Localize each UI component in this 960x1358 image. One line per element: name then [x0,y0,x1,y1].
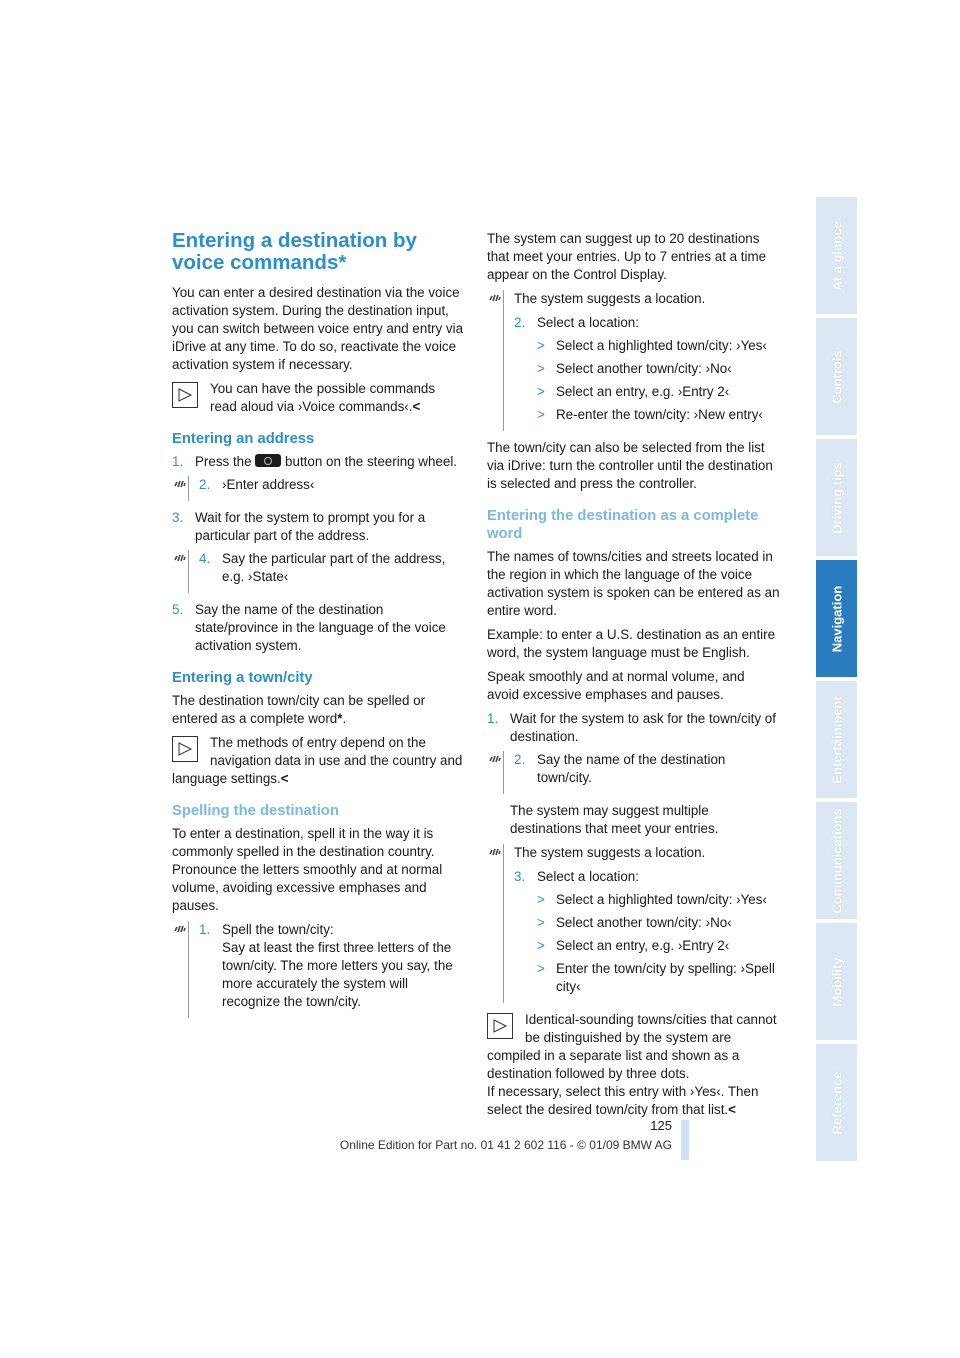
spell-step-1: 1. Spell the town/city: Say at least the first three letters of the town/city. The more letters you say, the more accurately the system will recognize the town/city. [199,922,453,1009]
voice-mic-icon [488,291,502,305]
chapter-tabs [816,197,857,1165]
note-triangle-icon [487,1013,513,1039]
step-4: 4. Say the particular part of the address, e.g. ›State‹ [199,551,446,584]
suggest-text: The system can suggest up to 20 destinations that meet your entries. Up to 7 entries at a time appear on the Control Display. [487,231,767,282]
left-column [172,230,465,1026]
voice-mic-icon [173,922,187,936]
voice-box [188,550,465,593]
note-triangle-icon [172,382,198,408]
voice-mic-icon [173,551,187,565]
tab-controls[interactable]: Controls [816,318,857,435]
tab-reference[interactable]: Reference [816,1044,857,1161]
tab-navigation[interactable]: Navigation [816,560,857,677]
voice-mic-icon [488,752,502,766]
list-item: > Select an entry, e.g. ›Entry 2‹ [537,384,730,399]
list-item: > Enter the town/city by spelling: ›Spell city‹ [537,961,775,994]
footer-text: Online Edition for Part no. 01 41 2 602 116 - © 01/09 BMW AG [339,1138,672,1152]
spell-step-2: 2. Select a location: [514,315,639,330]
page-number: 125 [650,1118,672,1133]
list-item: > Select another town/city: ›No‹ [537,361,732,376]
intro-text: You can enter a desired destination via the voice activation system. During the destination input, you can switch between voice entry and entry via iDrive at any time. To do so, reactivate the voice activation system if necessary. [172,285,464,372]
page-marker [681,1120,689,1160]
list-item: > Select a highlighted town/city: ›Yes‹ [537,892,767,907]
word-step-3: 3. Select a location: [514,869,639,884]
section-complete-word: Entering the destination as a complete word [487,508,759,542]
list-item: > Select an entry, e.g. ›Entry 2‹ [537,938,730,953]
tab-entertainment[interactable]: Entertainment [816,681,857,798]
step-5: 5. Say the name of the destination state/province in the language of the voice activation system. [172,602,446,653]
section-entering-address: Entering an address [172,431,315,447]
word-p1: The names of towns/cities and streets located in the region in which the language of the voice activation system is spoken can be entered as an entire word. [487,549,780,618]
section-entering-town: Entering a town/city [172,670,313,686]
spell-text: To enter a destination, spell it in the way it is commonly spelled in the destination country. Pronounce the letters smoothly and at normal volume, avoiding excessive emphases and pauses. [172,826,443,913]
voice-box [503,844,780,1003]
page-title: Entering a destination by voice commands* [172,229,417,274]
talk-button-icon [255,454,281,467]
step-1: 1. Press the button on the steering wheel. [172,454,458,469]
word-p2: Example: to enter a U.S. destination as an entire word, the system language must be English. [487,627,776,660]
list-item: > Select a highlighted town/city: ›Yes‹ [537,338,767,353]
voice-box [503,751,780,794]
list-item: > Re-enter the town/city: ›New entry‹ [537,407,763,422]
box-intro: The system suggests a location. [514,845,706,860]
step-3: 3. Wait for the system to prompt you for a particular part of the address. [172,510,426,543]
voice-box [188,476,465,501]
tab-mobility[interactable]: Mobility [816,923,857,1040]
box-intro: The system suggests a location. [514,291,706,306]
town-text: The destination town/city can be spelled or entered as a complete word*. [172,693,426,726]
tab-communications[interactable]: Communications [816,802,857,919]
step-2: 2. ›Enter address‹ [199,477,315,492]
note-commands: You can have the possible commands read aloud via ›Voice commands‹.< [172,380,465,416]
note-triangle-icon [172,736,198,762]
list-item: > Select another town/city: ›No‹ [537,915,732,930]
word-p3: Speak smoothly and at normal volume, and avoid excessive emphases and pauses. [487,669,745,702]
word-step-1: 1. Wait for the system to ask for the town/city of destination. [487,711,776,744]
note-methods: The methods of entry depend on the navigation data in use and the country and language settings.< [172,735,463,786]
voice-box [188,921,465,1018]
note-identical: Identical-sounding towns/cities that cannot be distinguished by the system are compiled in a separate list and shown as a destination followed by three dots. If necessary, select this entry with ›Yes‹. Then select the desired town/city from that list.< [487,1012,777,1117]
voice-box [503,290,780,431]
voice-mic-icon [173,477,187,491]
section-spelling: Spelling the destination [172,803,339,819]
word-step-2: 2. Say the name of the destination town/city. [514,752,726,785]
voice-mic-icon [488,845,502,859]
tab-driving-tips[interactable]: Driving tips [816,439,857,556]
multi-text: The system may suggest multiple destinations that meet your entries. [510,803,719,836]
idrive-text: The town/city can also be selected from the list via iDrive: turn the controller until the destination is selected and press the controller. [487,440,773,491]
tab-at-a-glance[interactable]: At a glance [816,197,857,314]
right-column [487,230,780,1125]
